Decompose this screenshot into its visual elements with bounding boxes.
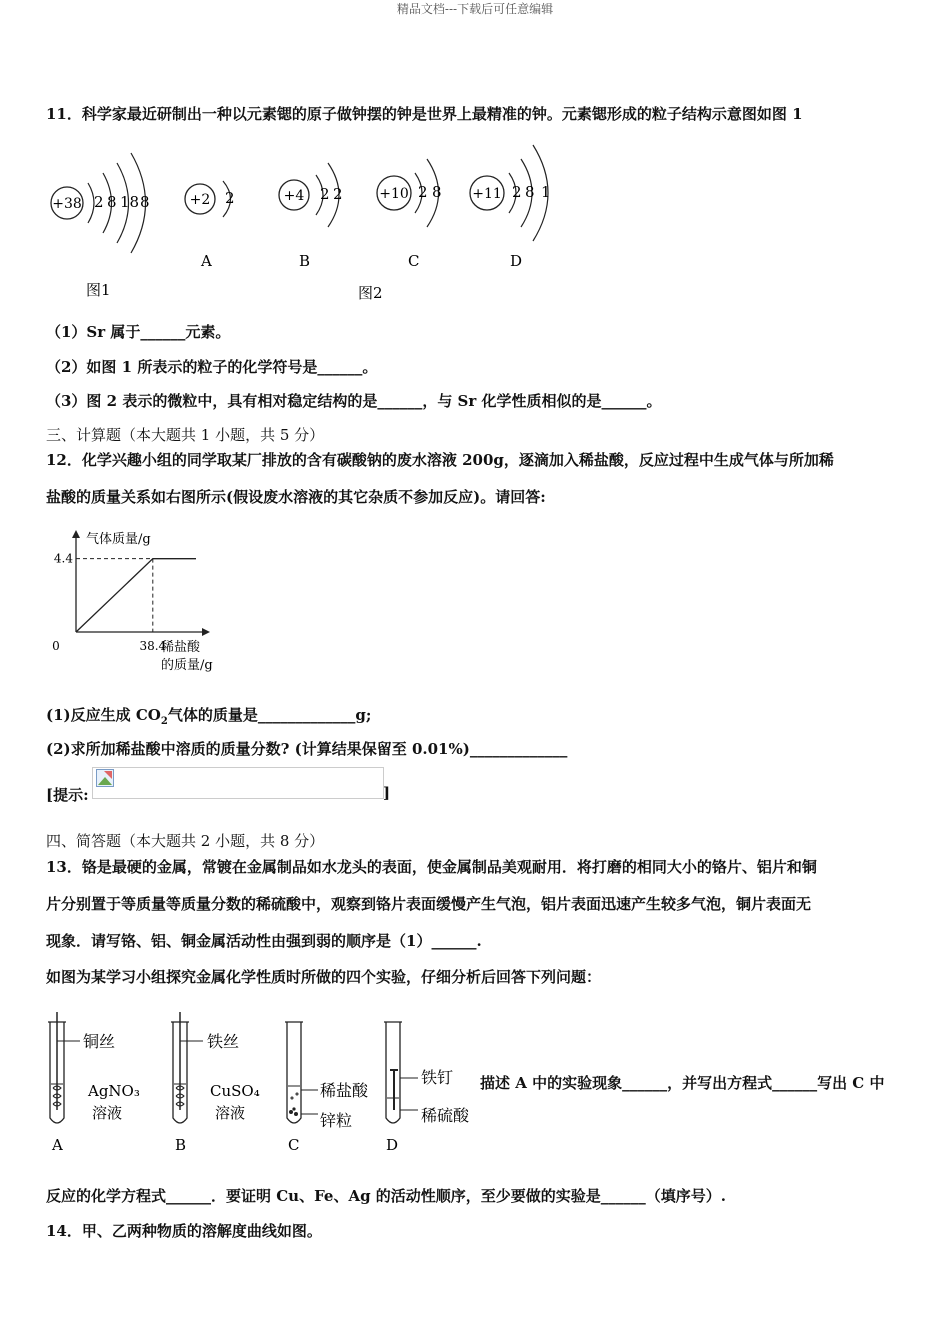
tube-b-solution-label2: 溶液 xyxy=(215,1104,246,1122)
shell-electrons: 18 xyxy=(120,193,140,211)
figure-caption: 图2 xyxy=(358,284,383,302)
tube-a-solution-label2: 溶液 xyxy=(92,1104,123,1122)
q14-line1: 14．甲、乙两种物质的溶解度曲线如图。 xyxy=(46,1222,322,1240)
q13-line5: 反应的化学方程式______．要证明 Cu、Fe、Ag 的活动性顺序，至少要做的实验是______（填序号）. xyxy=(46,1187,727,1205)
test-tube-experiments xyxy=(40,1010,480,1160)
shell-electrons: 2 xyxy=(225,189,235,207)
tube-a-label: A xyxy=(52,1136,63,1154)
x-axis-label-line1: 稀盐酸 xyxy=(161,640,201,655)
nucleus-charge: +2 xyxy=(189,192,211,208)
shell-electrons: 8 xyxy=(432,183,442,201)
broken-image-icon xyxy=(96,769,114,787)
shell-electrons: 2 xyxy=(333,185,343,203)
particle-a-diagram xyxy=(185,181,235,270)
q12-line1: 12．化学兴趣小组的同学取某厂排放的含有碳酸钠的废水溶液 200g，逐滴加入稀盐酸，反应过程中生成气体与所加稀 xyxy=(46,451,834,469)
nucleus-charge: +4 xyxy=(283,188,305,204)
shell-electrons: 2 xyxy=(418,183,428,201)
q12-line2: 盐酸的质量关系如右图所示(假设废水溶液的其它杂质不参加反应)。请回答: xyxy=(46,488,546,506)
x-axis-label-line2: 的质量/g xyxy=(161,658,213,673)
q13-line4: 如图为某学习小组探究金属化学性质时所做的四个实验，仔细分析后回答下列问题： xyxy=(46,968,602,986)
q12-part1-post: 气体的质量是_____________g; xyxy=(167,706,372,724)
q11-part3: （3）图 2 表示的微粒中，具有相对稳定结构的是______，与 Sr 化学性质相似的是______。 xyxy=(46,392,662,410)
y-axis-label: 气体质量/g xyxy=(86,532,151,547)
tube-d-label: D xyxy=(386,1136,399,1154)
tube-d xyxy=(384,1022,470,1154)
atom-structure-figures xyxy=(40,135,580,310)
tube-b xyxy=(171,1012,260,1154)
figure-caption: 图1 xyxy=(86,281,111,299)
tube-b-label: B xyxy=(175,1136,187,1154)
particle-label: D xyxy=(510,252,523,270)
q11-stem: 11．科学家最近研制出一种以元素锶的原子做钟摆的钟是世界上最精准的钟。元素锶形成的粒子结构示意图如图 1 xyxy=(46,105,803,123)
hint-open: [提示: xyxy=(46,786,89,804)
particle-label: A xyxy=(201,252,212,270)
gas-mass-chart xyxy=(46,522,236,682)
tube-c-solid-label: 锌粒 xyxy=(320,1111,353,1130)
shell-electrons: 2 xyxy=(94,193,104,211)
q11-part1: （1）Sr 属于______元素。 xyxy=(46,323,231,341)
shell-electrons: 1 xyxy=(541,183,551,201)
page-header: 精品文档---下载后可任意编辑 xyxy=(396,2,554,16)
q12-part2: (2)求所加稀盐酸中溶质的质量分数? (计算结果保留至 0.01%)_____________ xyxy=(46,740,568,758)
tube-a-solution-label: AgNO₃ xyxy=(88,1082,140,1100)
shell-electrons: 2 xyxy=(512,183,522,201)
shell-electrons: 8 xyxy=(525,183,535,201)
x-tick-label: 38.4 xyxy=(139,639,167,653)
tube-d-liquid-label: 稀硫酸 xyxy=(421,1106,470,1125)
tube-a-wire-label: 铜丝 xyxy=(83,1032,116,1051)
shell-electrons: 8 xyxy=(107,193,117,211)
shell-electrons: 2 xyxy=(320,185,330,203)
particle-label: C xyxy=(408,252,420,270)
y-axis-arrow xyxy=(72,530,80,538)
q12-part1 xyxy=(46,704,371,727)
q13-side-text: 描述 A 中的实验现象______，并写出方程式______写出 C 中 xyxy=(480,1074,885,1092)
q12-part1-subscript: 2 xyxy=(160,716,168,727)
origin-label: 0 xyxy=(52,639,60,653)
q12-part1-pre: (1)反应生成 CO xyxy=(46,706,161,724)
nucleus-charge: +11 xyxy=(472,186,502,202)
section-4-heading: 四、简答题（本大题共 2 小题，共 8 分） xyxy=(46,832,325,850)
tube-c-label: C xyxy=(288,1136,300,1154)
data-series-line xyxy=(76,559,196,632)
q13-line2: 片分别置于等质量等质量分数的稀硫酸中，观察到铬片表面缓慢产生气泡，铝片表面迅速产生较多气泡，铜片表面无 xyxy=(46,895,812,913)
tube-d-solid-label: 铁钉 xyxy=(421,1068,454,1087)
q11-part2: （2）如图 1 所表示的粒子的化学符号是______。 xyxy=(46,358,378,376)
particle-c-diagram xyxy=(377,159,442,270)
particle-b-diagram xyxy=(279,163,343,270)
q13-line1: 13．铬是最硬的金属，常镀在金属制品如水龙头的表面，使金属制品美观耐用．将打磨的相同大小的铬片、铝片和铜 xyxy=(46,858,817,876)
particle-d-diagram xyxy=(470,145,551,270)
hint-image-frame xyxy=(92,767,384,799)
tube-c-liquid-label: 稀盐酸 xyxy=(320,1081,369,1100)
x-axis-arrow xyxy=(202,628,210,636)
sr-atom-diagram xyxy=(51,153,150,299)
shell-electrons: 8 xyxy=(140,193,150,211)
section-3-heading: 三、计算题（本大题共 1 小题，共 5 分） xyxy=(46,426,325,444)
particle-label: B xyxy=(299,252,311,270)
nucleus-charge: +38 xyxy=(52,196,82,212)
tube-c xyxy=(285,1022,369,1154)
nucleus-charge: +10 xyxy=(379,186,409,202)
tube-b-wire-label: 铁丝 xyxy=(207,1032,240,1051)
y-tick-label: 4.4 xyxy=(53,551,73,566)
tube-b-solution-label: CuSO₄ xyxy=(210,1082,260,1100)
tube-a xyxy=(48,1012,140,1154)
q13-line3: 现象．请写铬、铝、铜金属活动性由强到弱的顺序是（1）______. xyxy=(46,932,482,950)
hint-close: ] xyxy=(383,784,391,802)
